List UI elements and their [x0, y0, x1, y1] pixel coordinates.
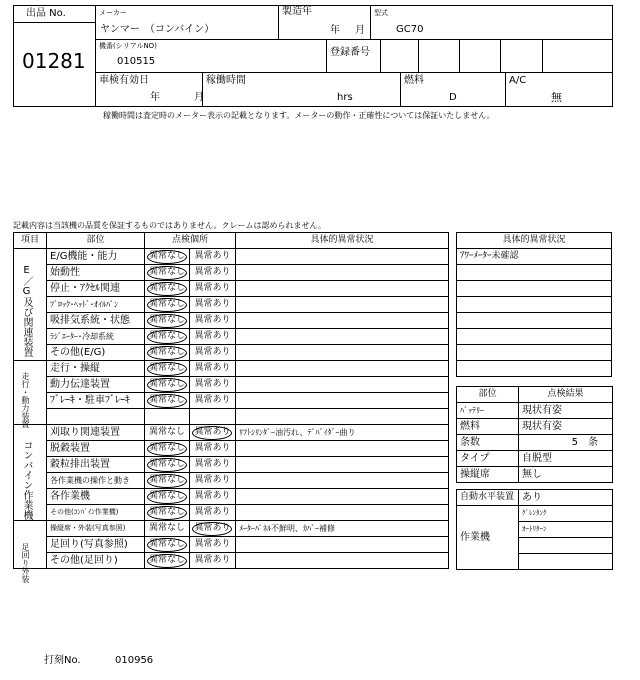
type-value: 自脱型: [519, 451, 613, 467]
status-normal-label: 異常なし: [148, 267, 185, 277]
result-header-part: 部位: [457, 387, 519, 403]
status-normal-label: 異常なし: [148, 315, 185, 325]
result-header-result: 点検結果: [519, 387, 613, 403]
abnormal-line: [457, 313, 612, 329]
row-detail: [236, 281, 449, 297]
status-normal: [145, 489, 190, 505]
row-part: ﾗｼﾞｴｰﾀｰ･冷却系統: [47, 329, 145, 345]
table-row: [14, 473, 449, 489]
status-normal: [145, 441, 190, 457]
row-detail: [236, 265, 449, 281]
status-normal: [145, 553, 190, 569]
maker-value: ヤンマー （コンバイン）: [100, 24, 215, 35]
category-cell: [14, 521, 47, 569]
level-label: 自動水平装置: [457, 490, 519, 506]
disclaimer: 記載内容は当該機の品質を保証するものではありません。クレームは認められません。: [13, 221, 326, 230]
row-detail: [236, 489, 449, 505]
status-abnormal: [190, 361, 236, 377]
fuel-label: 燃料: [404, 75, 424, 86]
status-normal-label: 異常なし: [148, 539, 185, 549]
header-item: 項目: [14, 233, 47, 249]
table-row: [14, 425, 449, 441]
row-detail: [236, 441, 449, 457]
status-abnormal-label: 異常あり: [194, 475, 231, 485]
row-part: 足回り(写真参照): [47, 537, 145, 553]
status-normal-label: 異常なし: [148, 363, 185, 373]
inspection-label: 車検有効日: [99, 75, 149, 86]
row-part: 穀粒排出装置: [47, 457, 145, 473]
row-detail: [236, 537, 449, 553]
category-drive: 走行・動力装置: [21, 372, 30, 428]
stamp-value: 010956: [115, 655, 154, 666]
month-unit: 月: [355, 25, 365, 36]
selection-circle: [192, 426, 232, 440]
fuel-result-value: 現状有姿: [519, 419, 613, 435]
status-normal: [145, 361, 190, 377]
level-value: あり: [519, 490, 613, 506]
status-normal: [145, 521, 190, 537]
serial-value: 010515: [117, 56, 156, 67]
right-abnormal-header: 具体的異常状況: [457, 233, 612, 249]
row-detail: ﾘﾌﾄｼﾘﾝﾀﾞｰ油汚れ、ﾃﾞﾊﾞｲﾀﾞｰ曲り: [236, 425, 449, 441]
work-item-0: ｸﾞﾚﾝﾀﾝｸ: [519, 506, 613, 522]
selection-circle: [147, 554, 187, 568]
model-value: GC70: [396, 24, 424, 35]
status-abnormal-label: 異常あり: [194, 379, 231, 389]
status-abnormal: [190, 489, 236, 505]
row-part: ﾌﾞﾚｰｷ・駐車ﾌﾞﾚｰｷ: [47, 393, 145, 409]
status-abnormal: [190, 409, 236, 425]
selection-circle: [147, 490, 187, 504]
status-abnormal: [190, 345, 236, 361]
row-part: 動力伝達装置: [47, 377, 145, 393]
battery-label: ﾊﾞｯﾃﾘｰ: [457, 403, 519, 419]
status-normal-label: 異常なし: [148, 491, 185, 501]
table-row: [14, 329, 449, 345]
row-detail: [236, 393, 449, 409]
inspection-month-unit: 月: [194, 92, 204, 103]
right-result-table: [456, 386, 613, 570]
status-abnormal: [190, 425, 236, 441]
table-row: [14, 505, 449, 521]
status-normal: [145, 393, 190, 409]
table-row: [14, 297, 449, 313]
cabin-label: 操縦席: [457, 467, 519, 483]
row-part: 停止・ｱｸｾﾙ関連: [47, 281, 145, 297]
status-abnormal: [190, 473, 236, 489]
selection-circle: [147, 394, 187, 408]
status-abnormal: [190, 249, 236, 265]
status-abnormal-label: 異常あり: [194, 283, 231, 293]
row-detail: [236, 249, 449, 265]
status-normal: [145, 281, 190, 297]
status-abnormal-label: 異常あり: [194, 539, 231, 549]
status-normal-label: 異常なし: [148, 459, 185, 469]
status-abnormal-label: 異常あり: [194, 443, 231, 453]
status-normal-label: 異常なし: [148, 475, 185, 485]
status-abnormal-label: 異常あり: [194, 395, 231, 405]
row-part: E/G機能・能力: [47, 249, 145, 265]
row-detail: [236, 297, 449, 313]
row-detail: [236, 345, 449, 361]
status-normal: [145, 377, 190, 393]
abnormal-line: [457, 361, 612, 377]
header-part: 部位: [47, 233, 145, 249]
work-item-1: ｵｰﾄﾘﾀｰﾝ: [519, 522, 613, 538]
abnormal-line: ｱﾜｰﾒｰﾀｰ未確認: [457, 249, 612, 265]
hours-note: 稼働時間は査定時のメーター表示の記載となります。メーターの動作・正確性については保証いたしません。: [103, 111, 495, 120]
row-detail: [236, 457, 449, 473]
status-abnormal: [190, 505, 236, 521]
abnormal-line: [457, 345, 612, 361]
status-abnormal-label: 異常あり: [194, 267, 231, 277]
row-detail: [236, 329, 449, 345]
status-normal: [145, 537, 190, 553]
selection-circle: [147, 282, 187, 296]
status-abnormal: [190, 313, 236, 329]
category-feet: 足回り外装: [21, 543, 30, 583]
row-detail: [236, 313, 449, 329]
table-row: [14, 345, 449, 361]
status-abnormal: [190, 441, 236, 457]
selection-circle: [147, 298, 187, 312]
selection-circle: [147, 250, 187, 264]
status-normal-label: 異常なし: [148, 507, 185, 517]
status-abnormal-label: 異常あり: [194, 427, 231, 437]
status-abnormal-label: 異常あり: [194, 299, 231, 309]
year-label: 製造年: [282, 6, 312, 17]
selection-circle: [147, 442, 187, 456]
selection-circle: [192, 522, 232, 536]
status-abnormal: [190, 537, 236, 553]
fuel-value: D: [449, 92, 457, 103]
status-normal-label: 異常なし: [148, 555, 185, 565]
inspection-year-unit: 年: [150, 92, 160, 103]
selection-circle: [147, 314, 187, 328]
row-part: 各作業機: [47, 489, 145, 505]
selection-circle: [147, 538, 187, 552]
header-location: 点検個所: [145, 233, 236, 249]
selection-circle: [147, 378, 187, 392]
row-part: その他(E/G): [47, 345, 145, 361]
table-row: [14, 265, 449, 281]
status-normal-label: 異常なし: [148, 443, 185, 453]
table-row: [14, 409, 449, 425]
status-abnormal-label: 異常あり: [194, 523, 231, 533]
inspection-table: [13, 232, 449, 569]
table-row: [14, 249, 449, 265]
status-abnormal-label: 異常あり: [194, 251, 231, 261]
selection-circle: [147, 266, 187, 280]
abnormal-line: [457, 281, 612, 297]
status-abnormal-label: 異常あり: [194, 347, 231, 357]
status-normal-label: 異常なし: [148, 379, 185, 389]
status-abnormal-label: 異常あり: [194, 459, 231, 469]
row-part: ﾌﾞﾛｯｸ･ﾍｯﾄﾞ･ｵｲﾙﾊﾟﾝ: [47, 297, 145, 313]
ac-value: 無: [551, 91, 562, 104]
selection-circle: [147, 330, 187, 344]
status-normal: [145, 313, 190, 329]
status-normal: [145, 249, 190, 265]
table-row: [14, 457, 449, 473]
status-abnormal: [190, 377, 236, 393]
status-normal: [145, 265, 190, 281]
lot-number: 01281: [22, 49, 86, 73]
status-normal: [145, 505, 190, 521]
selection-circle: [147, 458, 187, 472]
status-normal-label: 異常なし: [148, 347, 185, 357]
table-row: [14, 553, 449, 569]
row-part: 操縦席・外装(写真参照): [47, 521, 145, 537]
status-abnormal: [190, 281, 236, 297]
status-normal-label: 異常なし: [148, 251, 185, 261]
work-item-3: [519, 554, 613, 570]
table-header-row: [14, 233, 449, 249]
row-part: その他(ｺﾝﾊﾞｲﾝ作業機): [47, 505, 145, 521]
abnormal-line: [457, 329, 612, 345]
maker-label: メーカー: [99, 9, 127, 17]
serial-label: 機番(シリアルNO): [99, 42, 157, 50]
selection-circle: [147, 362, 187, 376]
table-row: [14, 489, 449, 505]
status-abnormal: [190, 553, 236, 569]
status-normal: [145, 473, 190, 489]
row-part: 脱穀装置: [47, 441, 145, 457]
status-normal: [145, 409, 190, 425]
lot-label: 出品 No.: [26, 8, 66, 19]
ac-label: A/C: [509, 75, 527, 86]
status-normal-label: 異常なし: [148, 395, 185, 405]
status-normal: [145, 297, 190, 313]
fuel-result-label: 燃料: [457, 419, 519, 435]
table-row: [14, 377, 449, 393]
row-part: 走行・操縦: [47, 361, 145, 377]
status-abnormal-label: 異常あり: [194, 491, 231, 501]
table-row: [14, 361, 449, 377]
row-part: その他(足回り): [47, 553, 145, 569]
battery-value: 現状有姿: [519, 403, 613, 419]
row-detail: [236, 553, 449, 569]
row-part: 吸排気系統・状態: [47, 313, 145, 329]
status-abnormal: [190, 297, 236, 313]
category-cell: [14, 361, 47, 425]
status-abnormal-label: 異常あり: [194, 331, 231, 341]
work-label: 作業機: [457, 506, 519, 570]
status-normal-label: 異常なし: [148, 299, 185, 309]
rows-count-label: 条数: [457, 435, 519, 451]
status-normal: [145, 425, 190, 441]
status-normal: [145, 329, 190, 345]
table-row: [14, 281, 449, 297]
status-abnormal: [190, 265, 236, 281]
row-part: 各作業機の操作と動き: [47, 473, 145, 489]
table-row: [14, 537, 449, 553]
status-abnormal-label: 異常あり: [194, 555, 231, 565]
abnormal-line: [457, 265, 612, 281]
selection-circle: [147, 506, 187, 520]
year-unit: 年: [330, 25, 340, 36]
abnormal-line: [457, 297, 612, 313]
type-label: タイプ: [457, 451, 519, 467]
row-detail: [236, 409, 449, 425]
status-abnormal-label: 異常あり: [194, 363, 231, 373]
registration-label: 登録番号: [330, 47, 370, 58]
table-row: [14, 393, 449, 409]
status-normal-label: 異常なし: [148, 331, 185, 341]
work-item-2: [519, 538, 613, 554]
row-detail: [236, 505, 449, 521]
selection-circle: [147, 346, 187, 360]
table-row: [14, 441, 449, 457]
row-detail: [236, 361, 449, 377]
category-engine: E／G及び関連装置: [21, 265, 32, 357]
status-abnormal: [190, 329, 236, 345]
row-detail: ﾒｰﾀｰﾊﾟﾈﾙ不鮮明、ｶﾊﾞｰ補修: [236, 521, 449, 537]
table-row: [14, 313, 449, 329]
rows-count-value: 5 条: [519, 435, 613, 451]
status-normal: [145, 345, 190, 361]
status-abnormal: [190, 393, 236, 409]
row-detail: [236, 473, 449, 489]
status-normal-label: 異常なし: [148, 523, 185, 533]
stamp-label: 打刻No.: [44, 655, 81, 666]
header-abnormal: 具体的異常状況: [236, 233, 449, 249]
status-abnormal-label: 異常あり: [194, 507, 231, 517]
row-part: [47, 409, 145, 425]
row-part: 刈取り関連装置: [47, 425, 145, 441]
model-label: 型式: [374, 9, 388, 17]
status-abnormal: [190, 521, 236, 537]
cabin-value: 無し: [519, 467, 613, 483]
status-normal: [145, 457, 190, 473]
status-normal-label: 異常なし: [148, 427, 185, 437]
right-abnormal-table: [456, 232, 612, 377]
status-abnormal-label: 異常あり: [194, 315, 231, 325]
row-part: 始動性: [47, 265, 145, 281]
status-abnormal: [190, 457, 236, 473]
status-normal-label: 異常なし: [148, 283, 185, 293]
hours-unit: hrs: [337, 92, 353, 103]
hours-label: 稼働時間: [206, 75, 246, 86]
selection-circle: [147, 474, 187, 488]
row-detail: [236, 377, 449, 393]
table-row: [14, 521, 449, 537]
category-combine: コンバイン作業機: [21, 440, 32, 520]
